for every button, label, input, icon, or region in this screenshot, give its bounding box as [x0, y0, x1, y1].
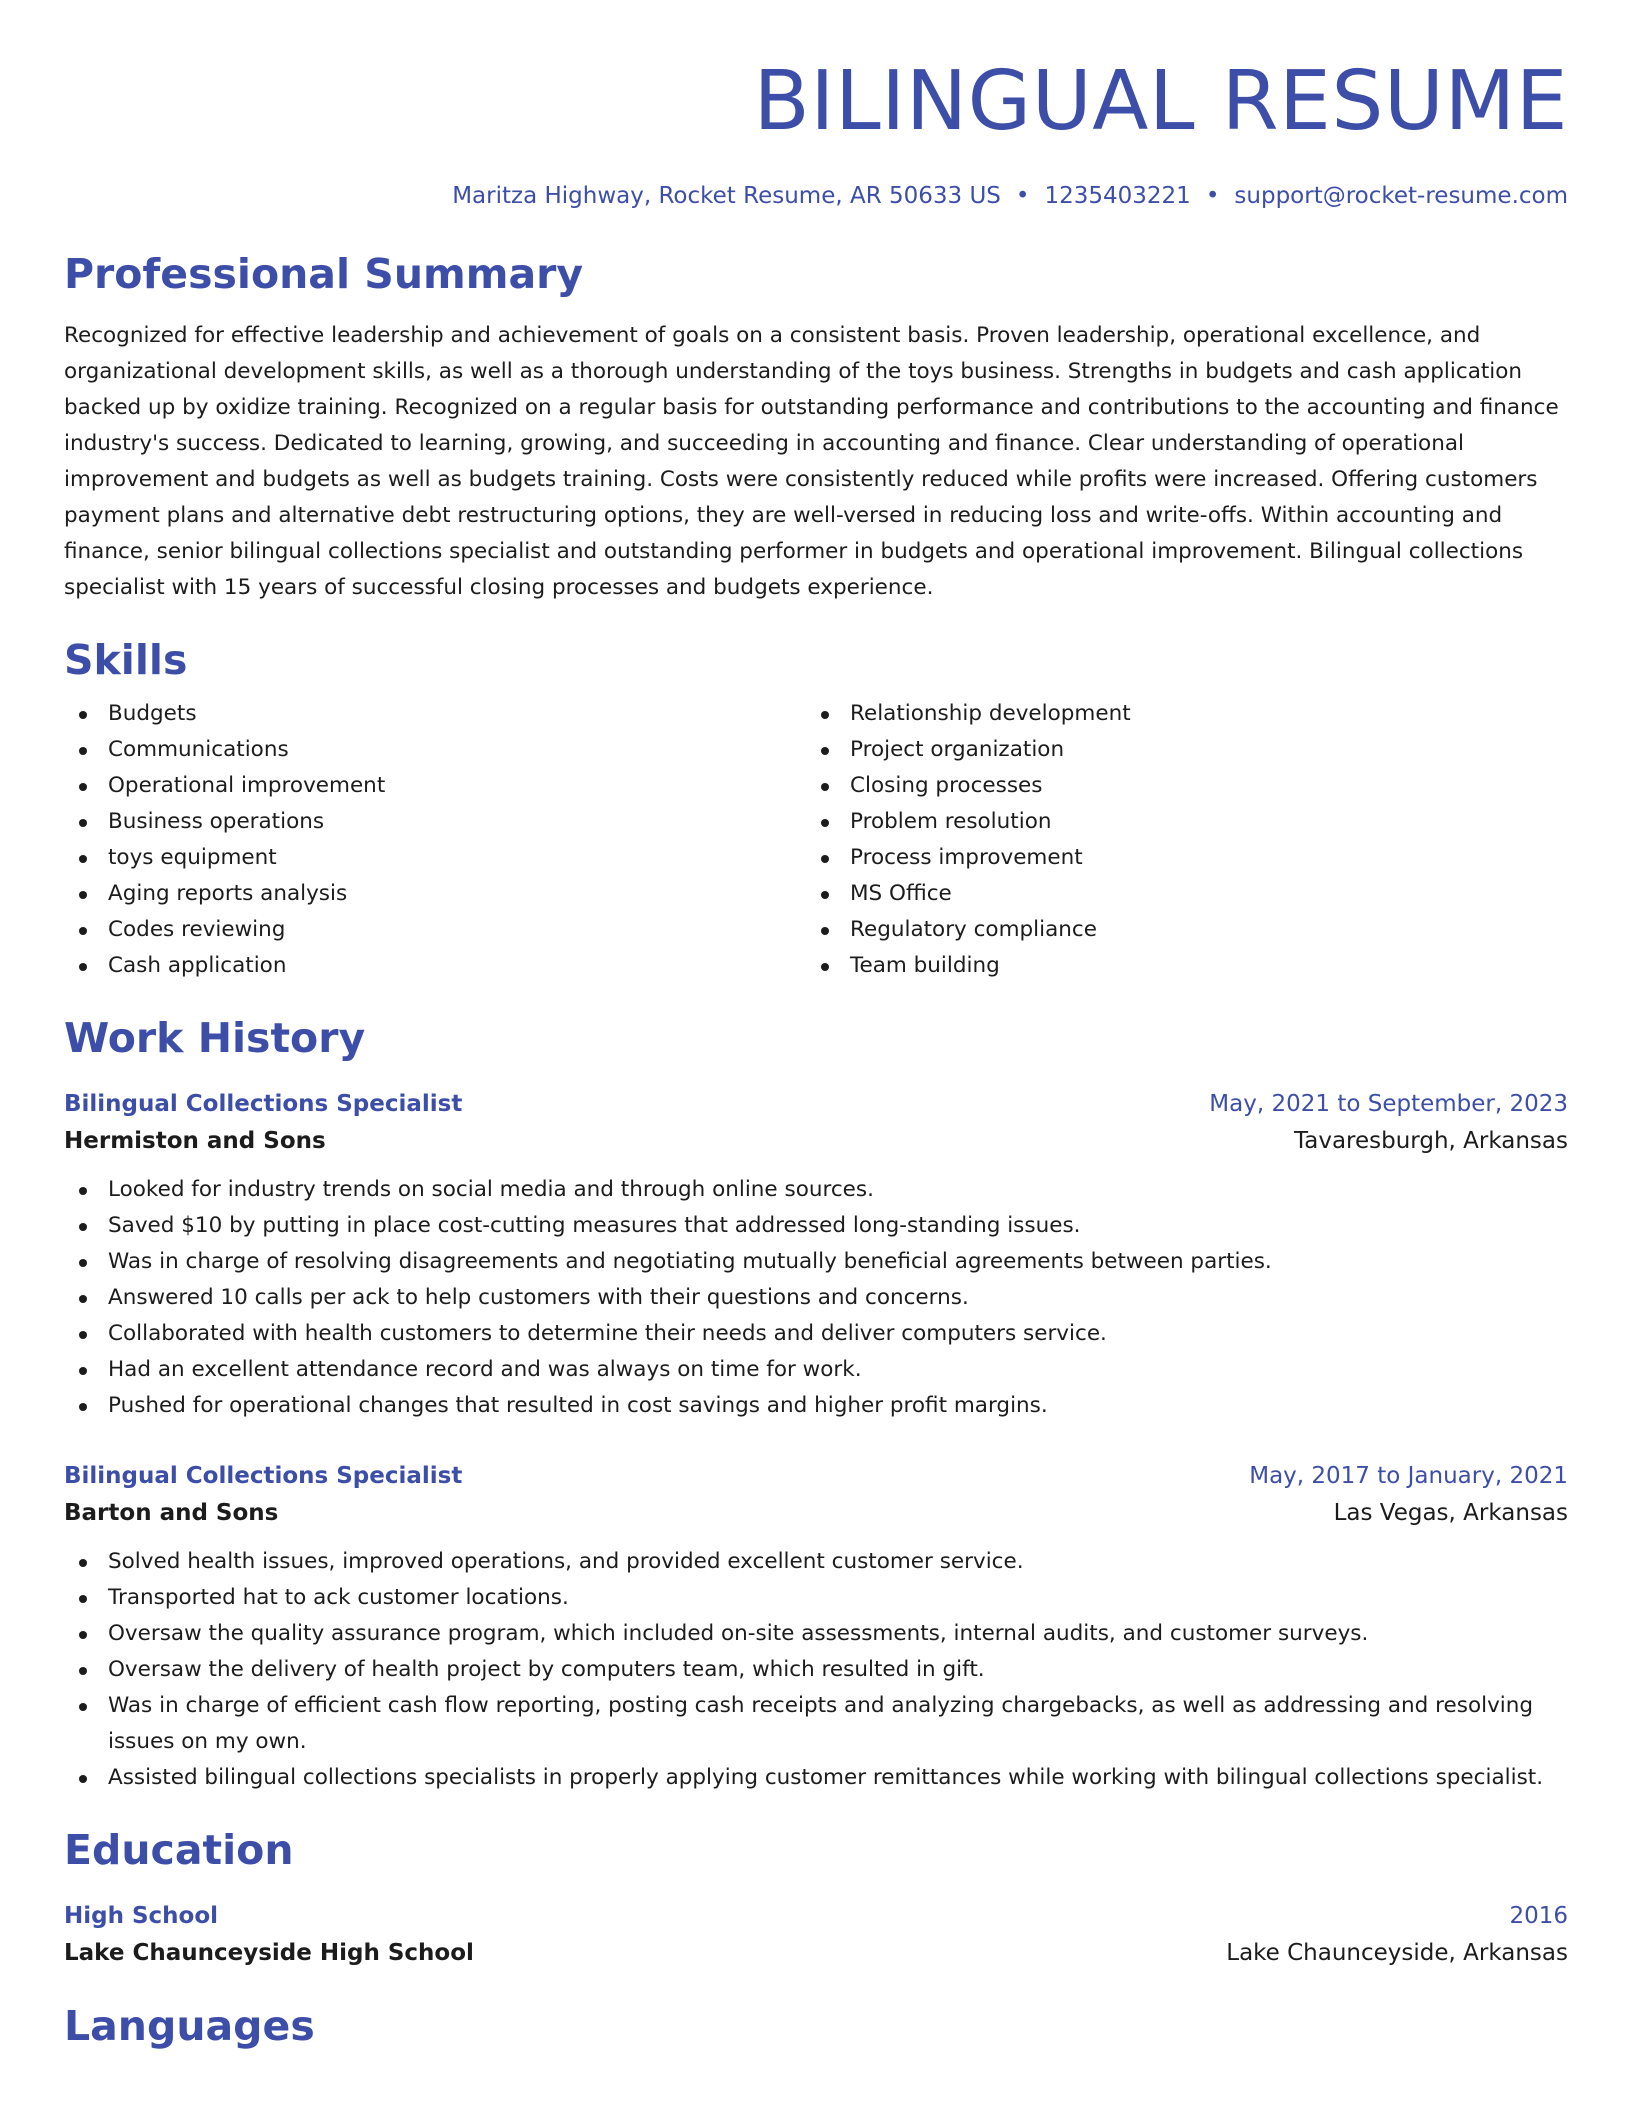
resume-name: BILINGUAL RESUME	[753, 54, 1568, 149]
list-item-text: Business operations	[108, 809, 325, 834]
list-item	[64, 1580, 1568, 1616]
list-item-text: Looked for industry trends on social media and through online sources.	[108, 1177, 874, 1202]
list-item-text: Team building	[850, 953, 1000, 978]
list-item-text: Regulatory compliance	[850, 917, 1097, 942]
education-location: Lake Chaunceyside, Arkansas	[1226, 1940, 1568, 1966]
list-item	[806, 696, 1548, 732]
bullet-icon	[821, 711, 829, 719]
list-item-text: Oversaw the delivery of health project by computers team, which resulted in gift.	[108, 1657, 985, 1682]
bullet-icon	[79, 819, 87, 827]
list-item	[64, 1760, 1568, 1796]
list-item-text: Had an excellent attendance record and was always on time for work.	[108, 1357, 862, 1382]
contact-address: Maritza Highway, Rocket Resume, AR 50633 US	[452, 183, 1001, 209]
bullet-icon	[79, 1367, 87, 1375]
list-item-text: Operational improvement	[108, 773, 386, 798]
list-item	[806, 732, 1548, 768]
education-school: Lake Chaunceyside High School	[64, 1940, 474, 1966]
job-company-row	[64, 1122, 1568, 1160]
bullet-icon	[821, 927, 829, 935]
bullet-icon	[79, 1559, 87, 1567]
list-item-text: Process improvement	[850, 845, 1083, 870]
list-item	[806, 876, 1548, 912]
list-item	[64, 912, 806, 948]
resume-page	[64, 0, 1568, 2052]
job-title: Bilingual Collections Specialist	[64, 1463, 463, 1489]
job-header-row	[64, 1458, 1568, 1494]
list-item-text: Problem resolution	[850, 809, 1052, 834]
job-location: Tavaresburgh, Arkansas	[1294, 1128, 1568, 1154]
bullet-icon	[821, 747, 829, 755]
bullet-icon	[79, 1703, 87, 1711]
list-item-text: Assisted bilingual collections specialists in properly applying customer remittances while working with bilingual collections specialist.	[108, 1765, 1544, 1790]
list-item	[64, 1244, 1568, 1280]
bullet-icon	[79, 1595, 87, 1603]
education-degree: High School	[64, 1903, 219, 1929]
bullet-icon	[79, 747, 87, 755]
list-item	[64, 1316, 1568, 1352]
list-item-text: Answered 10 calls per ack to help customers with their questions and concerns.	[108, 1285, 969, 1310]
job-company-row	[64, 1494, 1568, 1532]
list-item-text: Codes reviewing	[108, 917, 286, 942]
job-title: Bilingual Collections Specialist	[64, 1091, 463, 1117]
education-entry	[64, 1898, 1568, 1972]
list-item-text: Transported hat to ack customer locations.	[108, 1585, 569, 1610]
skills-list-right	[806, 696, 1548, 984]
section-title-summary: Professional Summary	[64, 250, 584, 298]
list-item	[64, 1280, 1568, 1316]
bullet-icon	[79, 1259, 87, 1267]
bullet-icon	[79, 1295, 87, 1303]
list-item	[64, 732, 806, 768]
bullet-icon	[821, 963, 829, 971]
bullet-icon	[79, 711, 87, 719]
bullet-icon	[79, 927, 87, 935]
bullet-icon	[79, 1331, 87, 1339]
job-entry	[64, 1458, 1568, 1796]
bullet-icon	[821, 783, 829, 791]
bullet-icon	[79, 1631, 87, 1639]
list-item	[64, 1544, 1568, 1580]
section-title-work-history: Work History	[64, 1014, 366, 1062]
bullet-icon	[79, 1223, 87, 1231]
list-item	[64, 804, 806, 840]
bullet-icon	[79, 963, 87, 971]
bullet-icon	[821, 855, 829, 863]
list-item	[806, 948, 1548, 984]
bullet-icon	[79, 1187, 87, 1195]
contact-separator: •	[1015, 183, 1030, 209]
list-item-text: Saved $10 by putting in place cost-cutting measures that addressed long-standing issues.	[108, 1213, 1081, 1238]
list-item	[64, 1172, 1568, 1208]
job-bullets	[64, 1544, 1568, 1796]
bullet-icon	[79, 891, 87, 899]
list-item	[64, 948, 806, 984]
bullet-icon	[79, 1667, 87, 1675]
education-year: 2016	[1509, 1903, 1568, 1929]
list-item-text: Oversaw the quality assurance program, which included on-site assessments, internal audits, and customer surveys.	[108, 1621, 1369, 1646]
list-item-text: Relationship development	[850, 701, 1131, 726]
list-item	[64, 1616, 1568, 1652]
list-item-text: Project organization	[850, 737, 1065, 762]
job-location: Las Vegas, Arkansas	[1333, 1500, 1568, 1526]
bullet-icon	[79, 1403, 87, 1411]
education-header-row	[64, 1898, 1568, 1934]
list-item-text: toys equipment	[108, 845, 277, 870]
list-item-text: Cash application	[108, 953, 287, 978]
section-title-education: Education	[64, 1826, 294, 1874]
list-item-text: Pushed for operational changes that resulted in cost savings and higher profit margins.	[108, 1393, 1048, 1418]
bullet-icon	[79, 1775, 87, 1783]
bullet-icon	[79, 855, 87, 863]
bullet-icon	[821, 891, 829, 899]
list-item	[64, 1352, 1568, 1388]
job-header-row	[64, 1086, 1568, 1122]
education-school-row	[64, 1934, 1568, 1972]
list-item-text: Closing processes	[850, 773, 1043, 798]
skills-columns	[64, 696, 1568, 984]
list-item	[64, 768, 806, 804]
bullet-icon	[821, 819, 829, 827]
list-item	[806, 912, 1548, 948]
section-title-languages: Languages	[64, 2002, 315, 2050]
list-item	[64, 696, 806, 732]
list-item	[806, 768, 1548, 804]
list-item-text: Solved health issues, improved operations, and provided excellent customer service.	[108, 1549, 1024, 1574]
list-item	[806, 804, 1548, 840]
list-item	[806, 840, 1548, 876]
list-item	[64, 1388, 1568, 1424]
job-dates: May, 2021 to September, 2023	[1209, 1091, 1568, 1117]
list-item-text: MS Office	[850, 881, 952, 906]
job-company: Hermiston and Sons	[64, 1128, 326, 1154]
list-item-text: Aging reports analysis	[108, 881, 348, 906]
job-entry	[64, 1086, 1568, 1424]
list-item	[64, 1208, 1568, 1244]
list-item	[64, 876, 806, 912]
list-item-text: Communications	[108, 737, 289, 762]
list-item	[64, 840, 806, 876]
list-item-text: Was in charge of resolving disagreements and negotiating mutually beneficial agreements between parties.	[108, 1249, 1272, 1274]
contact-separator: •	[1205, 183, 1220, 209]
contact-phone: 1235403221	[1044, 183, 1191, 209]
job-bullets	[64, 1172, 1568, 1424]
skills-list-left	[64, 696, 806, 984]
contact-email: support@rocket-resume.com	[1234, 183, 1568, 209]
list-item	[64, 1652, 1568, 1688]
bullet-icon	[79, 783, 87, 791]
list-item-text: Collaborated with health customers to determine their needs and deliver computers service.	[108, 1321, 1107, 1346]
list-item	[64, 1688, 1568, 1760]
job-company: Barton and Sons	[64, 1500, 279, 1526]
job-dates: May, 2017 to January, 2021	[1249, 1463, 1568, 1489]
contact-line	[64, 180, 1568, 212]
list-item-text: Budgets	[108, 701, 197, 726]
section-title-skills: Skills	[64, 636, 188, 684]
list-item-text: Was in charge of efficient cash flow reporting, posting cash receipts and analyzing chargebacks, as well as addressing and resolving issues on my own.	[108, 1693, 1534, 1754]
summary-text: Recognized for effective leadership and achievement of goals on a consistent basis. Proven leadership, operational excellence, and organizational development skills, as well as a thorough understanding of the toys business. Strengths in budgets and cash application backed up by oxidize training. Recognized on a regular basis for outstanding performance and contributions to the accounting and finance industry's success. Dedicated to learning, growing, and succeeding in accounting and finance. Clear understanding of operational improvement and budgets as well as budgets training. Costs were consistently reduced while profits were increased. Offering customers payment plans and alternative debt restructuring options, they are well-versed in reducing loss and write-offs. Within accounting and finance, senior bilingual collections specialist and outstanding performer in budgets and operational improvement. Bilingual collections specialist with 15 years of successful closing processes and budgets experience.	[64, 323, 1559, 600]
